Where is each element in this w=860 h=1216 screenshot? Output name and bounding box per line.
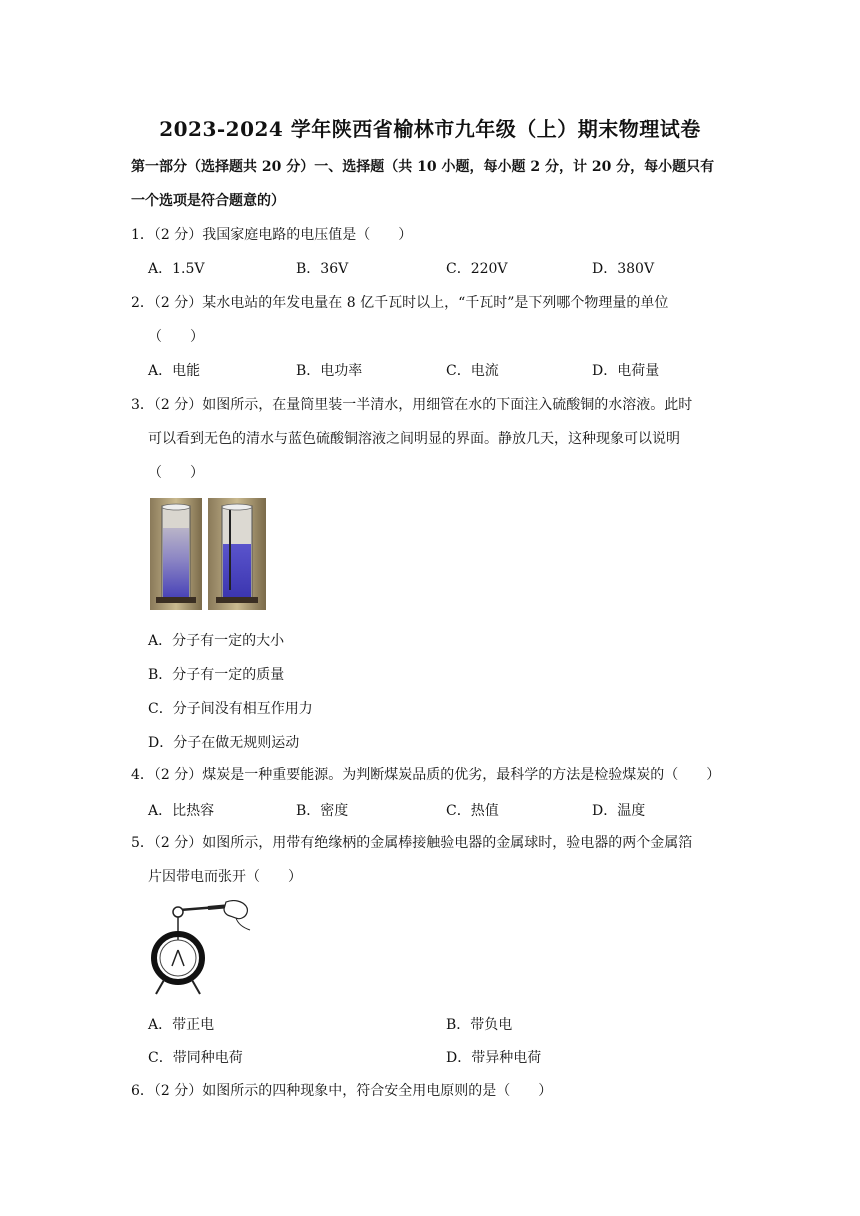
option-b: B．带负电: [446, 1017, 513, 1033]
cylinder-left-base: [156, 597, 196, 603]
question-5-options-row2: [148, 1047, 738, 1077]
question-text: （2 分）如图所示，用带有绝缘柄的金属棒接触验电器的金属球时，验电器的两个金属箔: [153, 835, 693, 851]
option-b: B．密度: [296, 803, 349, 819]
option-c: C．热值: [446, 803, 499, 819]
question-3-option-d: D．分子在做无规则运动: [148, 735, 300, 751]
section-header-line1: 第一部分（选择题共 20 分）一、选择题（共 10 小题，每小题 2 分，计 20 分，每小题只有: [131, 159, 715, 175]
question-3-stem-cont1: 可以看到无色的清水与蓝色硫酸铜溶液之间明显的界面。静放几天，这种现象可以说明: [148, 431, 680, 447]
question-2-stem: [131, 286, 736, 320]
hand-icon: [224, 901, 247, 919]
question-1-options: [148, 258, 738, 288]
question-2-stem-cont: （ ）: [148, 329, 204, 345]
question-3-option-b: B．分子有一定的质量: [148, 667, 285, 683]
question-text: （2 分）如图所示，在量筒里装一半清水，用细管在水的下面注入硫酸铜的水溶液。此时: [153, 397, 693, 413]
electroscope-window: [160, 940, 196, 976]
question-text: （2 分）如图所示的四种现象中，符合安全用电原则的是（ ）: [153, 1083, 553, 1099]
solution-left: [163, 528, 189, 597]
option-a: A．带正电: [148, 1017, 215, 1033]
option-d: D．380V: [592, 261, 655, 277]
option-d: D．温度: [592, 803, 646, 819]
metal-ball: [173, 907, 183, 917]
option-c: C．220V: [446, 261, 508, 277]
question-6-stem: [131, 1074, 736, 1108]
question-3-option-c: C．分子间没有相互作用力: [148, 701, 313, 717]
solution-right: [223, 544, 251, 597]
option-d: D．电荷量: [592, 363, 660, 379]
question-5-options-row1: [148, 1014, 738, 1044]
question-2-options: [148, 360, 738, 390]
option-a: A．电能: [148, 363, 201, 379]
option-b: B．电功率: [296, 363, 363, 379]
question-3-option-a: A．分子有一定的大小: [148, 633, 285, 649]
option-b: B．36V: [296, 261, 349, 277]
stand-leg-left: [156, 980, 164, 994]
cylinder-right-base: [216, 597, 258, 603]
sleeve-line: [236, 918, 250, 930]
question-5-stem: [131, 826, 736, 860]
option-c: C．电流: [446, 363, 499, 379]
question-number: 4．: [131, 767, 154, 783]
question-text: （2 分）我国家庭电路的电压值是（ ）: [153, 227, 413, 243]
question-3-stem-cont2: （ ）: [148, 465, 204, 481]
page-title: 2023-2024 学年陕西省榆林市九年级（上）期末物理试卷: [159, 117, 701, 141]
question-number: 3．: [131, 397, 154, 413]
stand-leg-right: [192, 980, 200, 994]
diffusion-cylinders-figure: [150, 498, 266, 610]
question-number: 5．: [131, 835, 154, 851]
option-a: A．比热容: [148, 803, 215, 819]
question-5-stem-cont: 片因带电而张开（ ）: [148, 869, 302, 885]
question-4-stem: [131, 758, 736, 792]
section-header-line2: 一个选项是符合题意的）: [131, 193, 285, 209]
cylinder-left-rim: [162, 504, 190, 510]
question-text: （2 分）煤炭是一种重要能源。为判断煤炭品质的优劣，最科学的方法是检验煤炭的（ ）: [153, 767, 721, 783]
question-text: （2 分）某水电站的年发电量在 8 亿千瓦时以上，“千瓦时”是下列哪个物理量的单位: [153, 295, 669, 311]
question-1-stem: [131, 218, 736, 252]
option-a: A．1.5V: [148, 261, 205, 277]
option-c: C．带同种电荷: [148, 1050, 243, 1066]
option-d: D．带异种电荷: [446, 1050, 542, 1066]
question-3-stem: [131, 388, 736, 422]
cylinder-right-rim: [222, 504, 252, 510]
electroscope-figure: [150, 900, 252, 996]
question-number: 6．: [131, 1083, 154, 1099]
question-number: 2．: [131, 295, 154, 311]
question-number: 1．: [131, 227, 154, 243]
